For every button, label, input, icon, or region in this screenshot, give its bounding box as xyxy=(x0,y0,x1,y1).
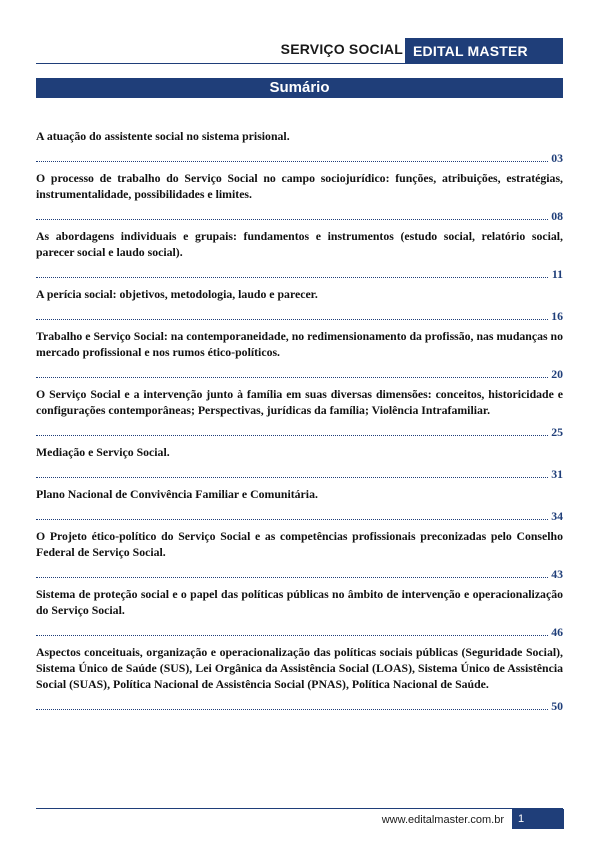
toc-entry-leader xyxy=(36,365,563,382)
toc-entry-title[interactable]: A perícia social: objetivos, metodologia, laudo e parecer. xyxy=(36,287,318,301)
toc-entry-leader xyxy=(36,149,563,166)
header-rule xyxy=(36,63,563,64)
dot-leader xyxy=(36,161,548,162)
toc-entry-leader xyxy=(36,265,563,282)
toc-entry[interactable] xyxy=(36,328,563,382)
toc-entry-title[interactable]: Aspectos conceituais, organização e operacionalização das políticas sociais públicas (Seguridade Social), Sistema Único de Saúde (SUS), Lei Orgânica da Assistência Social (LOAS), Sistema Único de Assistência Social (SUAS), Política Nacional de Assistência Social (PNAS), Política Nacional de Saúde. xyxy=(36,645,563,691)
toc-entry-page-number[interactable]: 25 xyxy=(551,425,563,439)
toc-entry-page-number[interactable]: 20 xyxy=(551,367,563,381)
toc-entry-title[interactable]: Sistema de proteção social e o papel das políticas públicas no âmbito de intervenção e operacionalização do Serviço Social. xyxy=(36,587,563,617)
page-header xyxy=(36,38,563,64)
toc-entry[interactable] xyxy=(36,170,563,224)
toc-entry[interactable] xyxy=(36,128,563,166)
toc-entry-title[interactable]: Plano Nacional de Convivência Familiar e Comunitária. xyxy=(36,487,318,501)
dot-leader xyxy=(36,635,548,636)
toc-entry[interactable] xyxy=(36,228,563,282)
toc-entry-page-number[interactable]: 03 xyxy=(551,151,563,165)
toc-entry-leader xyxy=(36,697,563,714)
toc-entry-title[interactable]: A atuação do assistente social no sistema prisional. xyxy=(36,129,290,143)
table-of-contents xyxy=(36,128,563,718)
page-title: Sumário xyxy=(36,78,563,98)
toc-entry-title[interactable]: As abordagens individuais e grupais: fundamentos e instrumentos (estudo social, relatório social, parecer social e laudo social). xyxy=(36,229,563,259)
toc-entry-page-number[interactable]: 16 xyxy=(551,309,563,323)
toc-entry-leader xyxy=(36,565,563,582)
toc-entry-leader xyxy=(36,623,563,640)
toc-entry[interactable] xyxy=(36,586,563,640)
dot-leader xyxy=(36,435,548,436)
toc-entry-leader xyxy=(36,207,563,224)
page-number: 1 xyxy=(512,809,564,829)
toc-entry-page-number[interactable]: 11 xyxy=(551,267,563,281)
toc-entry-title[interactable]: O processo de trabalho do Serviço Social no campo sociojurídico: funções, atribuições, estratégias, instrumentalidade, possibilidades e limites. xyxy=(36,171,563,201)
toc-entry-page-number[interactable]: 46 xyxy=(551,625,563,639)
toc-entry-leader xyxy=(36,423,563,440)
dot-leader xyxy=(36,519,548,520)
dot-leader xyxy=(36,377,548,378)
toc-entry-title[interactable]: Mediação e Serviço Social. xyxy=(36,445,170,459)
dot-leader xyxy=(36,319,548,320)
toc-entry[interactable] xyxy=(36,486,563,524)
toc-entry-page-number[interactable]: 50 xyxy=(551,699,563,713)
toc-entry-page-number[interactable]: 31 xyxy=(551,467,563,481)
toc-entry-leader xyxy=(36,507,563,524)
toc-entry-leader xyxy=(36,307,563,324)
toc-entry-page-number[interactable]: 08 xyxy=(551,209,563,223)
toc-entry[interactable] xyxy=(36,444,563,482)
toc-entry-title[interactable]: Trabalho e Serviço Social: na contemporaneidade, no redimensionamento da profissão, nas mudanças no mercado profissional e nos rumos ético-políticos. xyxy=(36,329,563,359)
dot-leader xyxy=(36,277,548,278)
dot-leader xyxy=(36,219,548,220)
dot-leader xyxy=(36,709,548,710)
header-subject: SERVIÇO SOCIAL xyxy=(280,41,403,57)
toc-entry[interactable] xyxy=(36,528,563,582)
toc-entry-title[interactable]: O Projeto ético-político do Serviço Social e as competências profissionais preconizadas pelo Conselho Federal de Serviço Social. xyxy=(36,529,563,559)
dot-leader xyxy=(36,477,548,478)
toc-entry[interactable] xyxy=(36,286,563,324)
toc-entry-page-number[interactable]: 34 xyxy=(551,509,563,523)
header-brand: EDITAL MASTER xyxy=(405,38,563,64)
footer-rule xyxy=(36,808,563,809)
toc-entry-leader xyxy=(36,465,563,482)
toc-entry[interactable] xyxy=(36,644,563,714)
dot-leader xyxy=(36,577,548,578)
toc-entry[interactable] xyxy=(36,386,563,440)
toc-entry-page-number[interactable]: 43 xyxy=(551,567,563,581)
toc-entry-title[interactable]: O Serviço Social e a intervenção junto à família em suas diversas dimensões: conceitos, historicidade e configurações contemporâneas; Perspectivas, jurídicas da família; Violência Intrafamiliar. xyxy=(36,387,563,417)
footer-url-link[interactable]: www.editalmaster.com.br xyxy=(381,814,504,826)
